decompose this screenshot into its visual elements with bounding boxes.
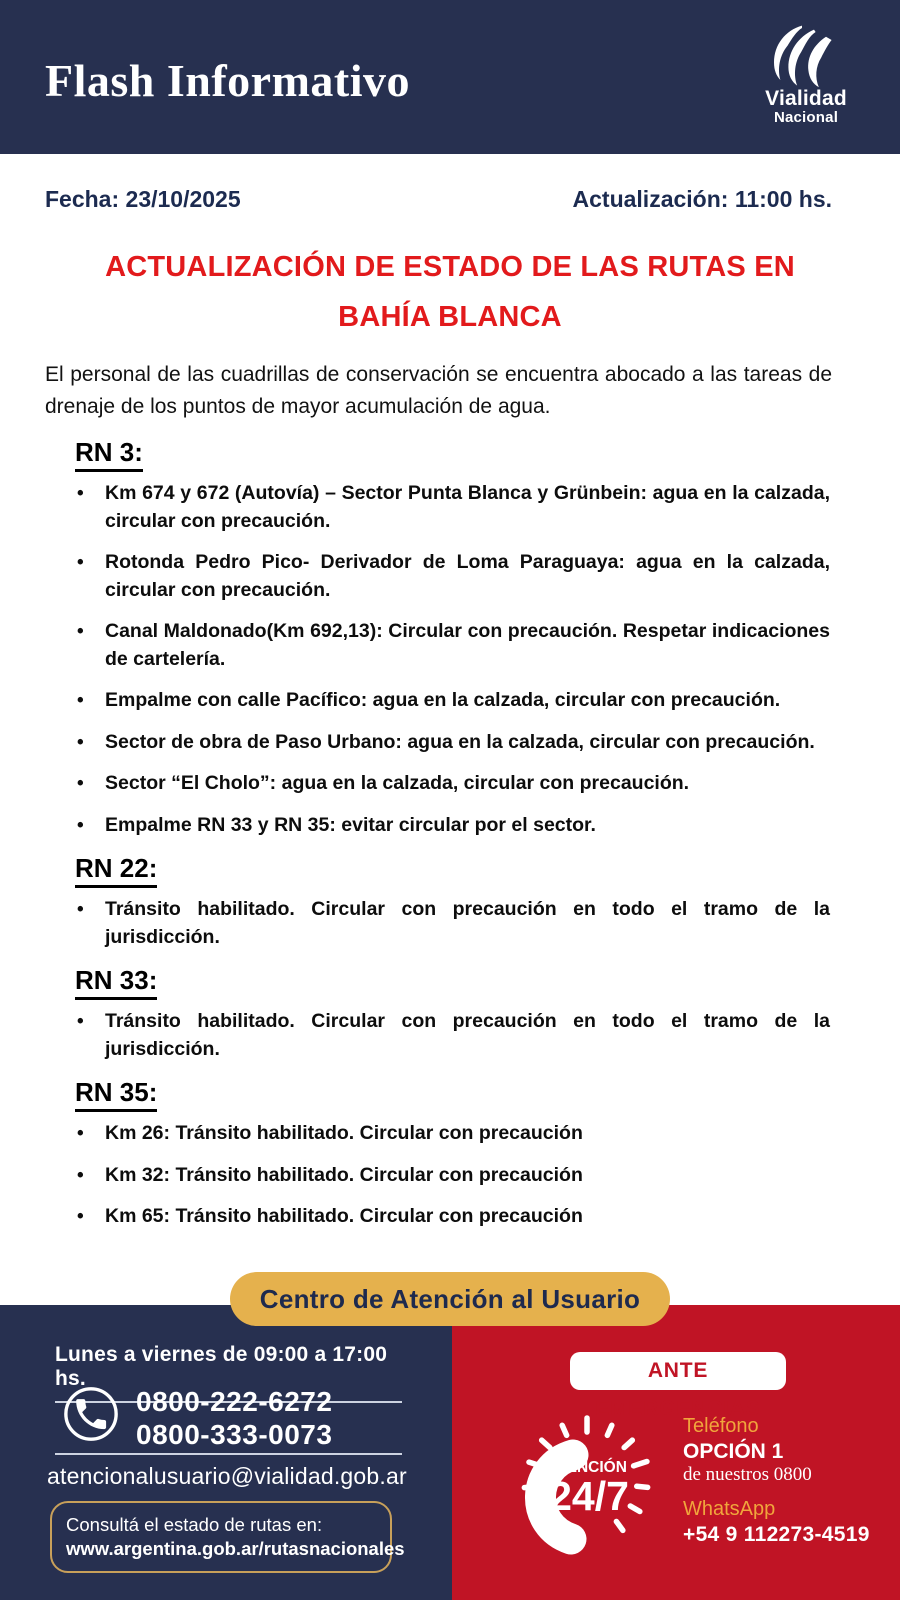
emergency-badge: ANTE EMERGENCIAS: [570, 1352, 786, 1390]
logo-name: Vialidad: [765, 87, 847, 110]
footer: [0, 1305, 900, 1600]
phone-number-1: 0800-222-6272: [136, 1386, 333, 1417]
header: [0, 0, 900, 154]
footer-contact-panel: [0, 1305, 452, 1600]
bullet-list-rn35: [75, 1120, 830, 1231]
bullet-item: • Sector de obra de Paso Urbano: agua en la calzada, circular con precaución.: [75, 729, 830, 757]
intro-paragraph: El personal de las cuadrillas de conservación se encuentra abocado a las tareas de drenaje de los puntos de mayor acumulación de agua.: [45, 363, 832, 418]
bullet-item: • Canal Maldonado(Km 692,13): Circular con precaución. Respetar indicaciones de cartelería.: [75, 618, 830, 673]
centro-atencion-pill: Centro de Atención al Usuario: [230, 1272, 670, 1326]
routes-box-line1: Consultá el estado de rutas en:: [66, 1514, 323, 1535]
phone-number-2: 0800-333-0073: [136, 1419, 333, 1450]
bullet-item: • Tránsito habilitado. Circular con precaución en todo el tramo de la jurisdicción.: [75, 896, 830, 951]
whatsapp-number: +54 9 112273-4519: [683, 1523, 870, 1546]
title-line-2: BAHÍA BLANCA: [338, 301, 562, 333]
main-content: [0, 216, 900, 1245]
atencion-label: ATENCIÓN: [547, 1459, 627, 1476]
attention-24-7-icon: [503, 1405, 663, 1565]
email-address: atencionalusuario@vialidad.gob.ar: [47, 1463, 407, 1489]
actualizacion-label: Actualización: 11:00 hs.: [572, 186, 832, 212]
main-title: [42, 242, 858, 342]
footer-emergency-panel: [452, 1305, 900, 1600]
telefono-label: Teléfono: [683, 1415, 759, 1437]
title-line-1: ACTUALIZACIÓN DE ESTADO DE LAS RUTAS EN: [105, 251, 795, 283]
bullet-list-rn3: [75, 480, 830, 839]
section-heading-rn33: RN 33:: [75, 965, 900, 996]
phone-numbers: [136, 1385, 332, 1451]
bullet-item: • Tránsito habilitado. Circular con precaución en todo el tramo de la jurisdicción.: [75, 1008, 830, 1063]
vialidad-nacional-logo: [744, 24, 868, 126]
section-heading-rn22: RN 22:: [75, 853, 900, 884]
bullet-item: • Km 32: Tránsito habilitado. Circular con precaución: [75, 1162, 830, 1190]
opcion-sub-label: de nuestros 0800: [683, 1464, 812, 1485]
divider: [55, 1453, 402, 1455]
always-open-label: 24/7: [549, 1473, 629, 1519]
bullet-item: • Empalme RN 33 y RN 35: evitar circular por el sector.: [75, 812, 830, 840]
meta-row: [45, 186, 832, 213]
routes-info-box: [50, 1501, 405, 1573]
whatsapp-label: WhatsApp: [683, 1498, 776, 1520]
page-title: Flash Informativo: [45, 55, 410, 106]
logo-subname: Nacional: [773, 109, 839, 126]
section-heading-rn35: RN 35:: [75, 1077, 900, 1108]
phone-circle-icon: [62, 1385, 120, 1443]
bullet-item: • Sector “El Cholo”: agua en la calzada, circular con precaución.: [75, 770, 830, 798]
bullet-list-rn22: [75, 896, 830, 951]
fecha-label: Fecha: 23/10/2025: [45, 186, 241, 212]
opcion-label: OPCIÓN 1: [683, 1440, 784, 1463]
bullet-item: • Km 65: Tránsito habilitado. Circular con precaución: [75, 1203, 830, 1231]
roads-swoosh-icon: [762, 24, 850, 88]
emergency-contacts: [683, 1415, 870, 1547]
bullet-item: • Empalme con calle Pacífico: agua en la calzada, circular con precaución.: [75, 687, 830, 715]
bullet-item: • Rotonda Pedro Pico- Derivador de Loma Paraguaya: agua en la calzada, circular con precaución.: [75, 549, 830, 604]
bullet-item: • Km 26: Tránsito habilitado. Circular con precaución: [75, 1120, 830, 1148]
schedule-label: Lunes a viernes de 09:00 a 17:00 hs.: [55, 1343, 402, 1403]
bullet-item: • Km 674 y 672 (Autovía) – Sector Punta Blanca y Grünbein: agua en la calzada, circular con precaución.: [75, 480, 830, 535]
section-heading-rn3: RN 3:: [75, 437, 900, 468]
bullet-list-rn33: [75, 1008, 830, 1063]
routes-box-url: www.argentina.gob.ar/rutasnacionales: [66, 1538, 405, 1559]
